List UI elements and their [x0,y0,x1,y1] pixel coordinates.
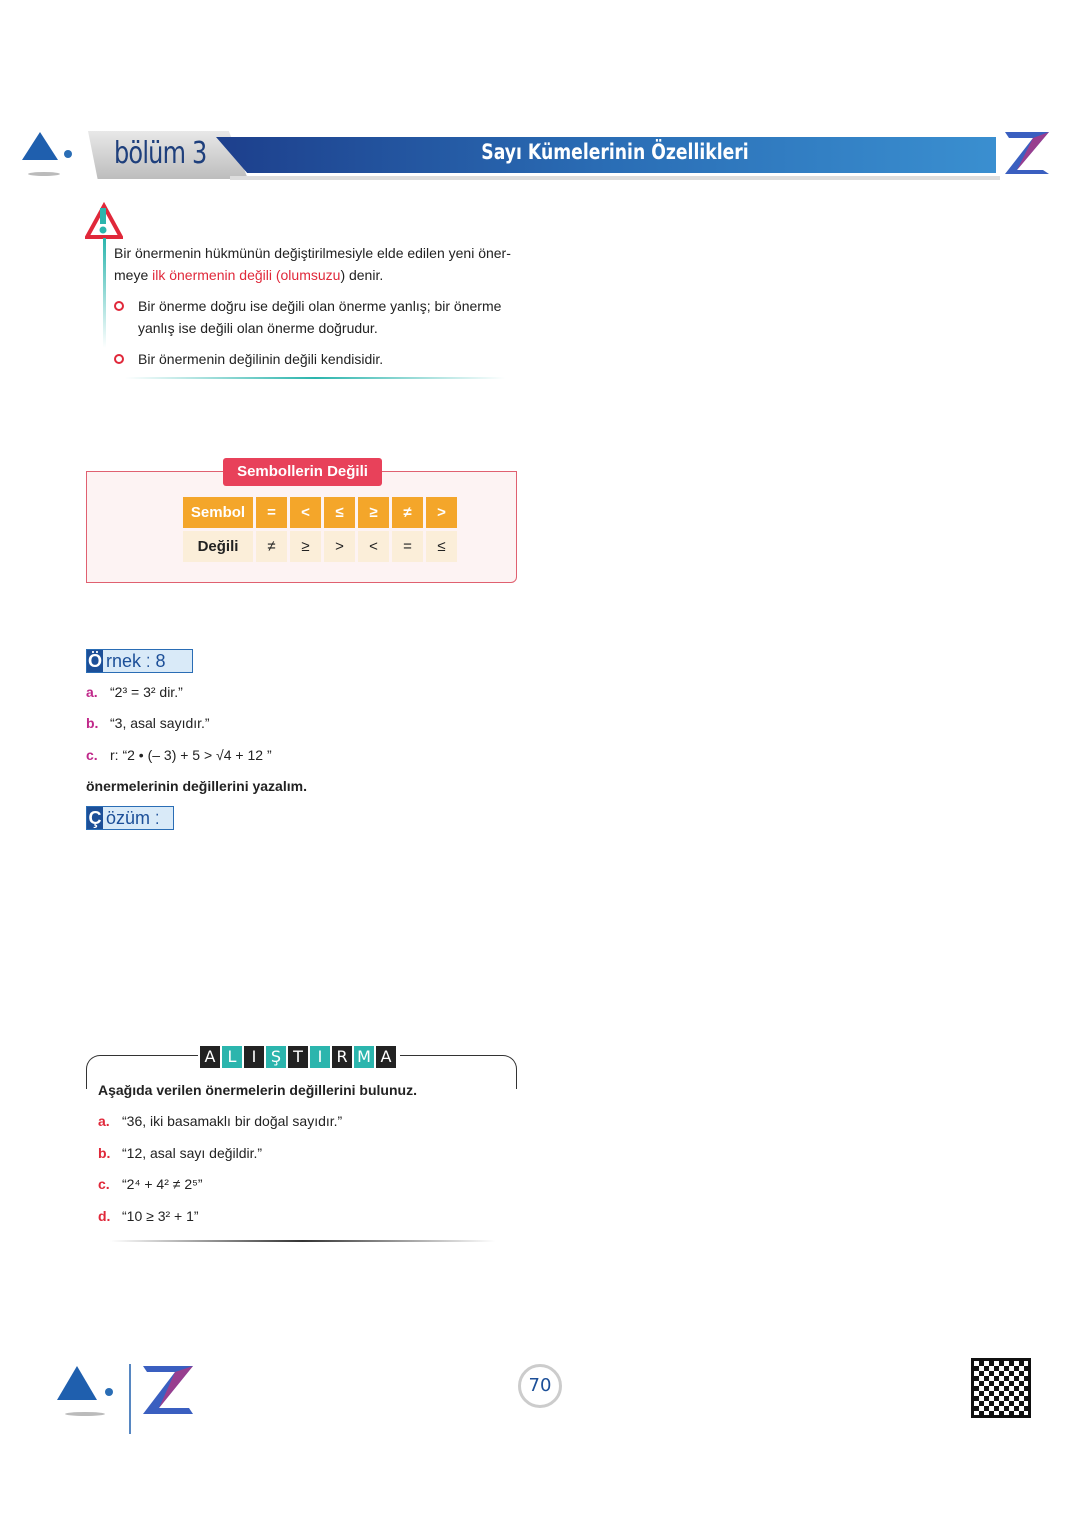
symbols-title: Sembollerin Değili [223,458,382,486]
exercise-item: b. “12, asal sayı değildir.” [98,1145,263,1161]
chapter-label: bölüm 3 [114,136,207,171]
qr-code-icon [971,1358,1031,1418]
table-cell: < [290,497,321,528]
page-number: 70 [528,1375,552,1396]
solution-tag: Ç özüm ⁚ [86,806,174,830]
table-cell: > [324,531,355,562]
example-item: a. “2³ = 3² dir.” [86,684,183,700]
info-bullet: Bir önerme doğru ise değili olan önerme yanlış; bir önerme yanlış ise değili olan önerme doğrudur. [138,295,523,339]
table-cell: ≥ [290,531,321,562]
exercise-bottom-rule [110,1240,495,1242]
exercise-item: a. “36, iki basamaklı bir doğal sayıdır.” [98,1113,343,1129]
publisher-logo [20,130,76,178]
info-rule [103,238,106,348]
logo-icon [20,130,76,178]
table-cell: ≠ [256,531,287,562]
table-cell: ≤ [426,531,457,562]
info-bullet: Bir önermenin değilinin değili kendisidir. [138,348,523,370]
page-title: Sayı Kümelerinin Özellikleri [481,140,749,164]
footer-logos [55,1362,200,1442]
example-tag: Ö rnek ⁚ 8 [86,649,193,673]
row-header: Sembol [183,497,253,528]
table-cell: = [256,497,287,528]
example-question: önermelerinin değillerini yazalım. [86,778,307,794]
divider [230,176,1000,180]
table-row [183,497,457,528]
exercise-item: c. “2⁴ + 4² ≠ 2⁵” [98,1176,203,1192]
table-cell: ≤ [324,497,355,528]
table-cell: = [392,531,423,562]
example-item: b. “3, asal sayıdır.” [86,715,210,731]
table-cell: ≥ [358,497,389,528]
exercise-title: A L I Ş T I R M A [198,1046,400,1068]
info-bottom-rule [125,377,505,379]
symbols-table [180,494,460,565]
example-item: c. r: “2 • (– 3) + 5 > √4 + 12 ” [86,747,272,763]
row-header: Değili [183,531,253,562]
exercise-item: d. “10 ≥ 3² + 1” [98,1208,199,1224]
z-logo-icon [1003,130,1051,181]
definition-text: Bir önermenin hükmünün değiştirilmesiyle elde edilen yeni öner-meye ilk önermenin değili (olumsuzu) denir. [114,245,511,283]
table-cell: ≠ [392,497,423,528]
publisher-logo-icon [55,1362,200,1437]
table-cell: > [426,497,457,528]
table-row [183,531,457,562]
exercise-prompt: Aşağıda verilen önermelerin değillerini bulunuz. [98,1082,417,1098]
bullet-icon [114,301,124,311]
page-number-badge [518,1364,562,1408]
bullet-icon [114,354,124,364]
table-cell: < [358,531,389,562]
